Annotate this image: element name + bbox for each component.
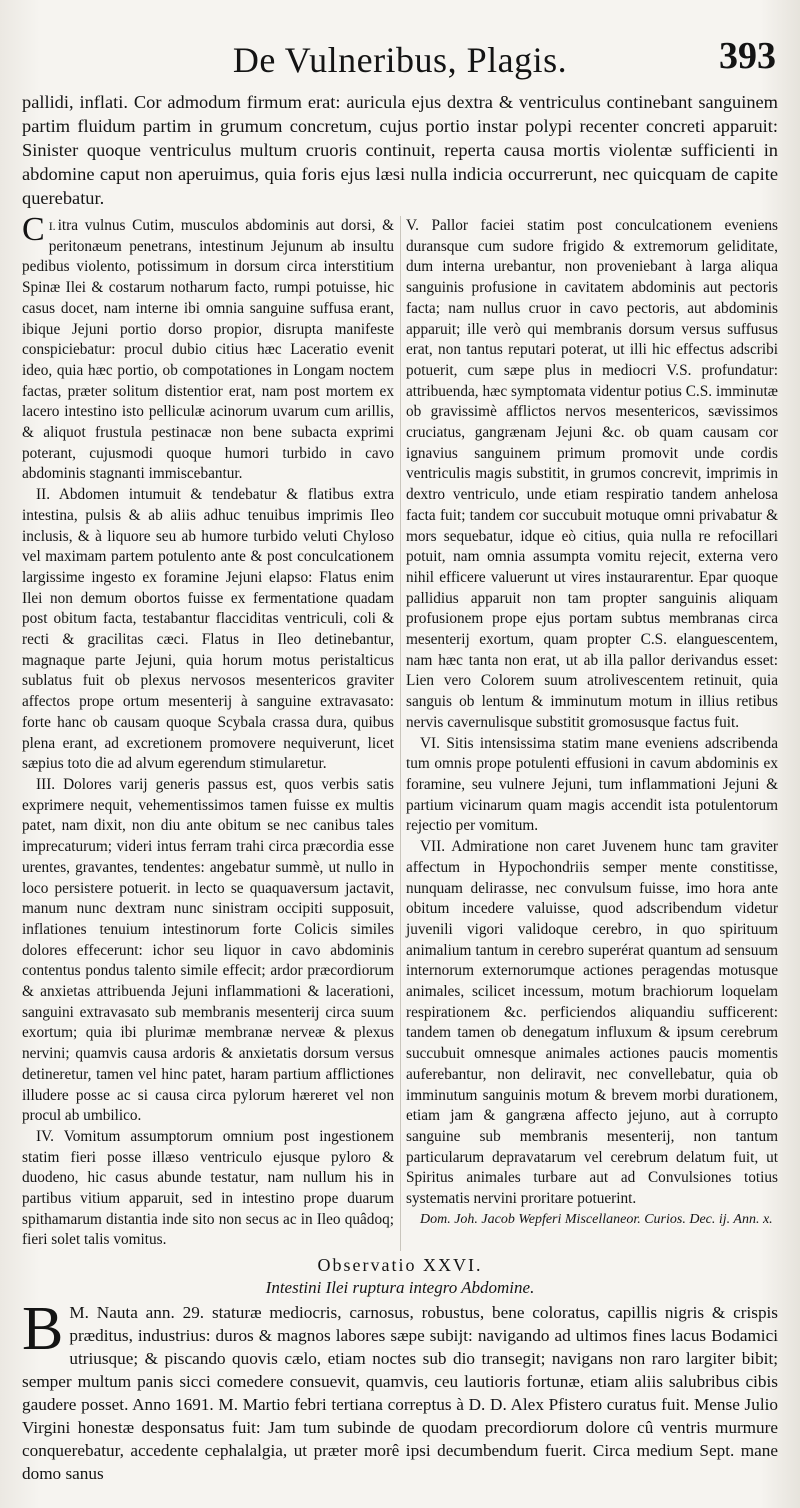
two-column-body — [22, 211, 778, 1251]
paragraph-3: III. Dolores varij generis passus est, quos verbis satis exprimere nequit, vehementissimos tamen fuisse ex multis patet, nam dixit, non diu ante obitum se nec canibus tales imprecaturum; videri intus ferram trahi circa præcordia esse urentes, gravantes, tendentes: angebatur summè, ut nullo in loco persistere potuerit. in lecto se quaquaversum jactavit, manum nunc dextram nunc sinistram occipiti supposuit, inflationes tenuium intestinorum forte Colicis similes dolores effecerunt: ichor seu liquor in cavo abdominis contentus pondus talento simile effecit; ardor præcordiorum & anxietas attribuenda Jejuni inflammationi & lacerationi, sanguini extravasato sub membranis mesenterij circa suum exortum; quia ibi plurimæ membranæ nerveæ & plexus nervini; quamvis causa ardoris & anxietatis dorsum versus detineretur, tamen vel hinc patet, haram partium afflictiones illudere posse ac si causa circa pylorum hæreret vel non procul ab umbilico. — [22, 775, 394, 1125]
observation-text — [22, 1295, 778, 1485]
paragraph-1 — [22, 211, 394, 485]
source-citation: Dom. Joh. Jacob Wepferi Miscellaneor. Curios. Dec. ij. Ann. x. — [420, 1211, 773, 1227]
running-title: De Vulneribus, Plagis. — [232, 40, 568, 80]
drop-cap: C — [22, 211, 45, 248]
page-number: 393 — [719, 35, 776, 77]
observation-subtitle: Intestini Ilei ruptura integro Abdomine. — [265, 1278, 535, 1298]
paragraph-2: II. Abdomen intumuit & tendebatur & flatibus extra intestina, pulsis & ab aliis adhuc tenuibus imprimis Ileo inclusis, & à liquore seu ab humore turbido veluti Chyloso vel maximam partem potulento ante & post conculcationem largissime ingesto ex foramine Jejuni elapso: Flatus enim Ilei non demum obortos fuisse ex fermentatione quadam post obitum facta, testabantur flacciditas ventriculi, coli & recti & gracilitas cæci. Flatus in Ileo detinebantur, magnaque parte Jejuni, quia horum motus peristalticus sublatus fuit ob plexus nervosos mesentericos graviter affectos prope ortum mesenterij à sanguine extravasato: forte hanc ob causam quoque Scybala crassa dura, quibus plena erant, ad excretionem promovere nequiverunt, licet sæpius toto die ad alvum egerendum stimularetur. — [22, 486, 394, 773]
left-column — [22, 211, 394, 1251]
paragraph-7: VII. Admiratione non caret Juvenem hunc tam graviter affectum in Hypochondriis semper mente constitisse, nunquam delirasse, nec convulsum fuisse, imo hora ante obitum incedere valuisse, quod adscribendum videtur juvenili vigori validoque cerebro, in quo spirituum animalium tantum in cerebro superérat quantum ad sensuum internorum externorumque actiones peragendas motusque animales, scilicet incessum, motum brachiorum loquelam respirationem &c. perficiendos aliquandiu sufficerent: tandem tamen ob denegatum influxum & ipsum cerebrum succubuit omnesque animales actiones paucis momentis auferebantur, non deliravit, nec convellebatur, quia ob imminutum sanguinis motum & brevem morbi durationem, etiam jam & gangræna affecto jejuno, aut à corrupto sanguine sub membranis mesenterij, non tantum particularum depravatarum vel cerebrum delatum fuit, ut Spiritus animales turbare aut ad Convulsiones totius systematis nervini proritare potuerint. — [406, 838, 778, 1208]
paragraph-6: VI. Sitis intensissima statim mane eveniens adscribenda tum omnis prope potulenti effusioni in cavum abdominis ex foramine, seu vulnere Jejuni, tum inflammationi Jejuni & partium vicinarum quam magis accendit ista potulentorum rejectio per vomitum. — [406, 734, 778, 835]
running-head — [22, 30, 778, 90]
column-divider — [400, 216, 401, 1251]
paragraph-4: IV. Vomitum assumptorum omnium post ingestionem statim fieri posse illæso ventriculo ejusque pyloro & duodeno, hic casus abunde testatur, nam nullum his in partibus vitium apparuit, sed in intestino prope duarum spithamarum distantia inde sito non secus ac in Ileo quâdoq; fieri solet talis vomitus. — [22, 1127, 394, 1249]
drop-cap: B — [22, 1295, 64, 1364]
continuation-paragraph: pallidi, inflati. Cor admodum firmum erat: auricula ejus dextra & ventriculus continebant sanguinem partim fluidum partim in grumum concretum, cujus portio instar polypi recenter concreti apparuit: Sinister quoque ventriculus multum cruoris continuit, reperta causa mortis violentæ sufficienti in abdomine caput non aperuimus, quia foris ejus læsi nulla indicia occurrerunt, nec quicquam de capite querebatur. — [22, 92, 778, 208]
observation-body: M. Nauta ann. 29. staturæ mediocris, carnosus, robustus, bene coloratus, capillis nigris & crispis præditus, industrius: duros & magnos labores sæpe subijt: navigando ad ultimos fines lacus Bodamici utriusque; & piscando quovis cælo, etiam noctes sub dio transegit; navigans non raro largiter bibit; semper multum panis sicci comedere consuevit, quamvis, ceu lautioris fortunæ, etiam aliis salubribus cibis gaudere posset. Anno 1691. M. Martio febri tertiana correptus à D. D. Alex Pfistero curatus fuit. Mense Julio Virgini honestæ desponsatus fuit: Jam tum subinde de quodam precordiorum dolore cû ventris murmure conquerebatur, accedente cephalalgia, ut præter morê ipsi decumbendum fuerit. Circa medium Sept. mane domo sanus — [22, 1303, 778, 1484]
right-column — [406, 216, 778, 1230]
observation-heading: Observatio XXVI. — [317, 1255, 483, 1276]
paragraph-number: I. — [48, 219, 56, 233]
paragraph-text: itra vulnus Cutim, musculos abdominis aut dorsi, & peritonæum penetrans, intestinum Jejunum ab insultu pedibus violento, potissimum in dorsum circa interstitium Spinæ Ilei & costarum notharum facto, rumpi potuisse, hic casus docet, nam interne ibi omnia sanguine suffusa erant, ibique Jejuni portio dorso propior, disrupta manifeste conspiciebatur: procul dubio citius hæc Laceratio evenit ideo, quia hæc portio, ob compotationes in Longam noctem factas, præter solitum distentior erat, nam post mortem ex lacero intestino isto pelliculæ acinorum uvarum cum arillis, & aliquot frustula pestinacæ non bene subacta exprimi poterant, cujusmodi quoque humori turbido in cavo abdominis stagnanti immiscebantur. — [22, 217, 394, 483]
paragraph-5: V. Pallor faciei statim post conculcationem eveniens duransque cum sudore frigido & extremorum geliditate, dum interna urebantur, non proveniebant à larga aliqua sanguinis profusione in cavitatem abdominis aut pectoris facta; nam nullus cruor in cavo pectoris, aut abdominis apparuit; ille verò qui membranis dorsum versus suffusus erat, non tantus reputari poterat, ut illi hic effectus adscribi potuerit, cum sæpe plus in mediocri V.S. profundatur: attribuenda, hæc symptomata videntur potius C.S. imminutæ ob gravissimè afflictos nervos mesentericos, sævissimos cruciatus, gangrænam Jejuni &c. ob quam causam cor ignavius sanguinem primum promovit unde cordis ventriculis magis substitit, in grumos concrevit, imprimis in dextro ventriculo, unde etiam respiratio tandem anhelosa facta fuit; tandem cor succubuit motuque omni privabatur & mors sequebatur, idque eò citius, quia nulla re refocillari potuit, nam omnia assumpta vomitu rejecit, externa vero nihil efficere valuerunt ut vires instaurarentur. Epar quoque pallidius apparuit non tam propter sanguinis aliquam profusionem prope ejus portam subtus membranas circa mesenterij exortum, quam propter C.S. elanguescentem, nam hæc tanta non erat, ut ab illa pallor derivandus esset: Lien vero Colorem suum atrolivescentem retinuit, quia sanguis ob lentum & imminutum motum in illius retibus nervis cavernulisque substitit gromosusque factus fuit. — [406, 217, 778, 731]
